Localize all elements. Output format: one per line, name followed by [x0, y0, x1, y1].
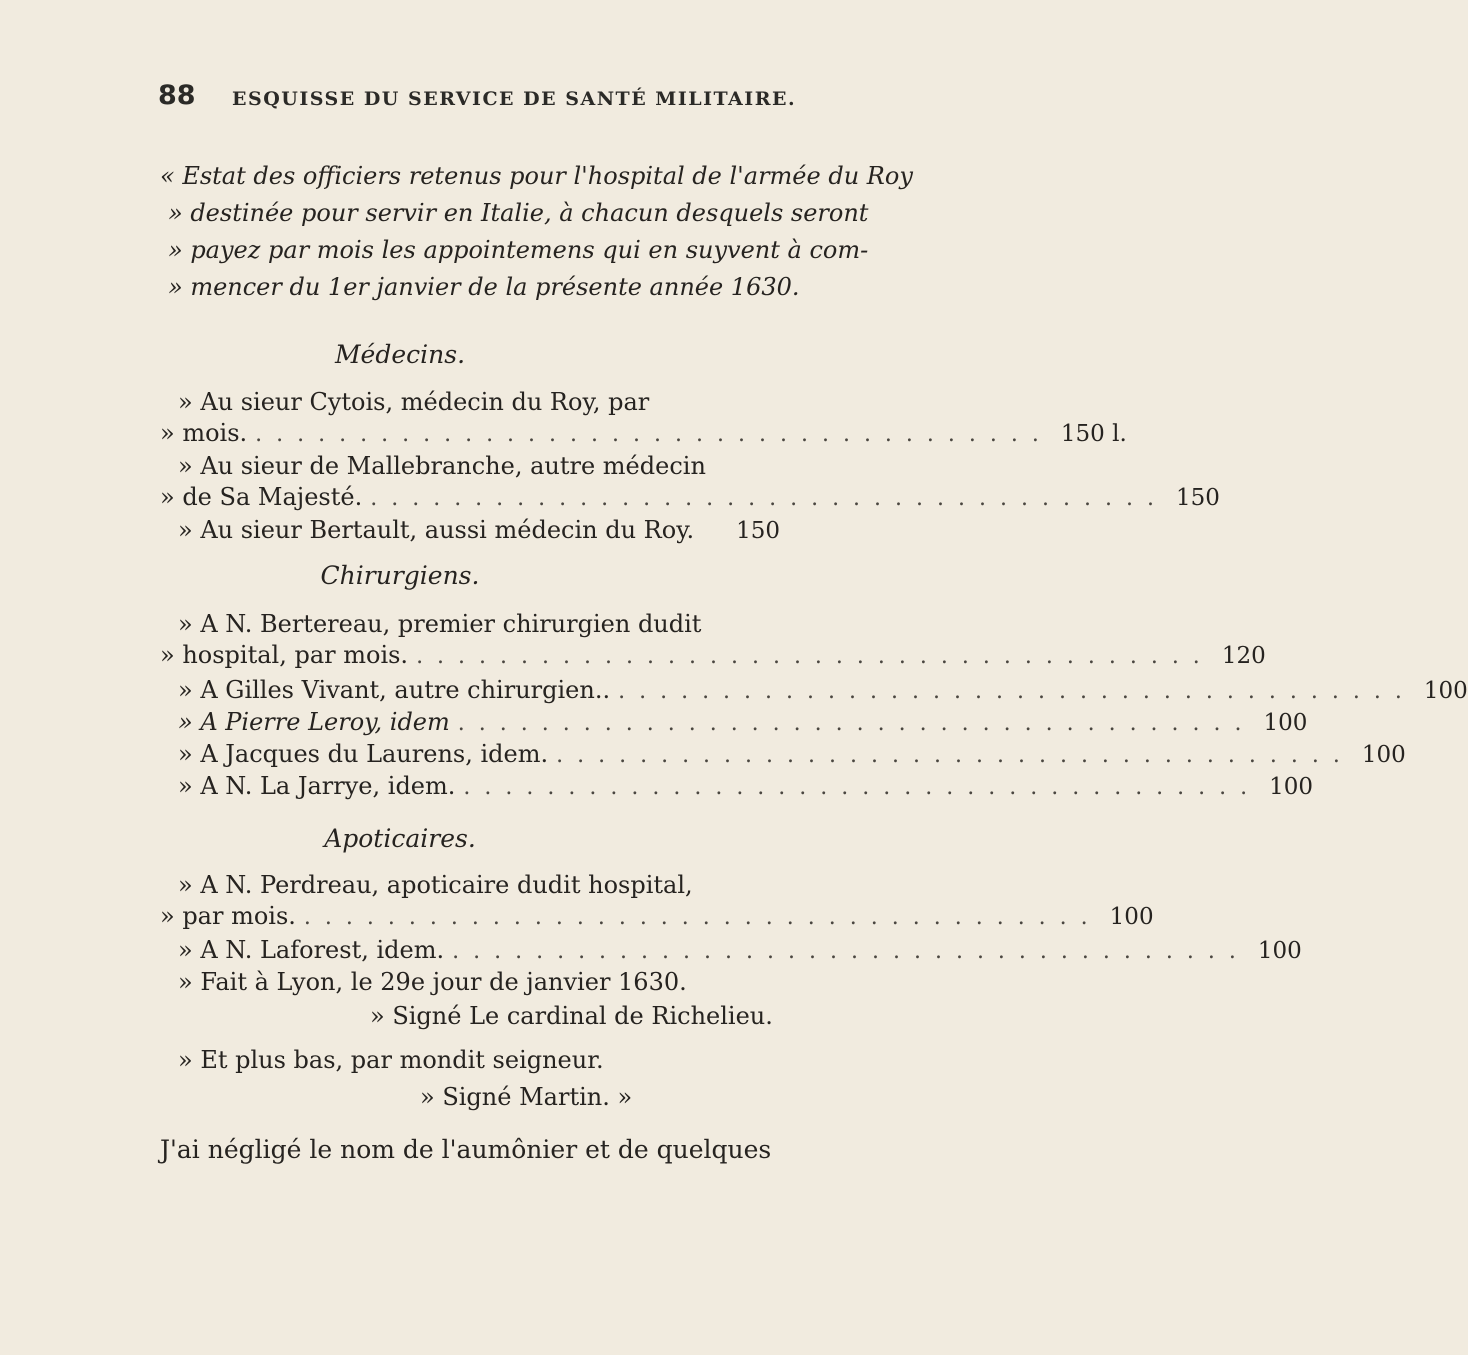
- intro-line-3: » payez par mois les appointemens qui en suyvent à com-: [168, 236, 869, 264]
- leader-dots: ......................................: [457, 711, 1256, 736]
- leader-dots: ......................................: [556, 743, 1354, 768]
- signature-martin: » Signé Martin. »: [420, 1083, 633, 1111]
- final-paragraph-line: J'ai négligé le nom de l'aumônier et de quelques: [160, 1135, 772, 1164]
- entry-line: » A N. Perdreau, apoticaire dudit hospital,: [178, 871, 693, 899]
- entry-line: » Au sieur de Mallebranche, autre médecin: [178, 452, 706, 480]
- section-heading-medecins: Médecins.: [334, 340, 466, 369]
- amount: 100: [1361, 742, 1406, 768]
- amount: 150: [736, 518, 780, 544]
- entry-vivant: [178, 676, 1468, 704]
- entry-line: » Au sieur Bertault, aussi médecin du Roy.: [178, 516, 695, 544]
- entry-line: » de Sa Majesté.: [160, 483, 363, 511]
- entry-line: » A N. Laforest, idem.: [178, 936, 445, 964]
- entry-jarrye: [178, 772, 1314, 800]
- leader-dots: ......................................: [618, 679, 1416, 704]
- leader-dots: ......................................: [416, 644, 1214, 669]
- amount: 100: [1109, 904, 1154, 930]
- amount: 100: [1269, 774, 1314, 800]
- amount: 100: [1423, 678, 1468, 704]
- entry-laurens: [178, 740, 1406, 768]
- amount: 120: [1221, 643, 1266, 669]
- amount: 150: [1175, 485, 1220, 511]
- below-line: » Et plus bas, par mondit seigneur.: [178, 1046, 604, 1074]
- entry-line: » A N. La Jarrye, idem.: [178, 772, 456, 800]
- entry-bertault: [178, 516, 780, 544]
- entry-leroy: [178, 708, 1308, 736]
- amount: 150 l.: [1060, 421, 1127, 447]
- section-heading-chirurgiens: Chirurgiens.: [320, 561, 480, 590]
- amount: 100: [1263, 710, 1308, 736]
- leader-dots: ......................................: [303, 905, 1102, 930]
- leader-dots: ......................................: [255, 422, 1053, 447]
- amount: 100: [1257, 938, 1302, 964]
- intro-line-4: » mencer du 1er janvier de la présente année 1630.: [168, 273, 800, 301]
- entry-line: » Au sieur Cytois, médecin du Roy, par: [178, 388, 650, 416]
- leader-dots: ......................................: [452, 939, 1250, 964]
- entry-line: » A Gilles Vivant, autre chirurgien..: [178, 676, 611, 704]
- entry-line: » A N. Bertereau, premier chirurgien dudit: [178, 610, 702, 638]
- entry-line: » mois.: [160, 419, 248, 447]
- signature-richelieu: » Signé Le cardinal de Richelieu.: [370, 1002, 773, 1030]
- entry-laforest: [178, 936, 1302, 964]
- intro-line-2: » destinée pour servir en Italie, à chacun desquels seront: [168, 199, 869, 227]
- leader-dots: ......................................: [370, 486, 1168, 511]
- entry-line: » hospital, par mois.: [160, 641, 409, 669]
- section-heading-apoticaires: Apoticaires.: [324, 824, 476, 853]
- leader-dots: ......................................: [463, 775, 1262, 800]
- place-date-line: » Fait à Lyon, le 29e jour de janvier 1630.: [178, 968, 687, 996]
- running-title: ESQUISSE DU SERVICE DE SANTÉ MILITAIRE.: [232, 88, 797, 110]
- entry-line: » A Jacques du Laurens, idem.: [178, 740, 549, 768]
- page-number: 88: [158, 80, 196, 111]
- intro-line-1: « Estat des officiers retenus pour l'hospital de l'armée du Roy: [160, 162, 913, 190]
- entry-line: » A Pierre Leroy, idem: [178, 708, 450, 736]
- entry-line: » par mois.: [160, 902, 296, 930]
